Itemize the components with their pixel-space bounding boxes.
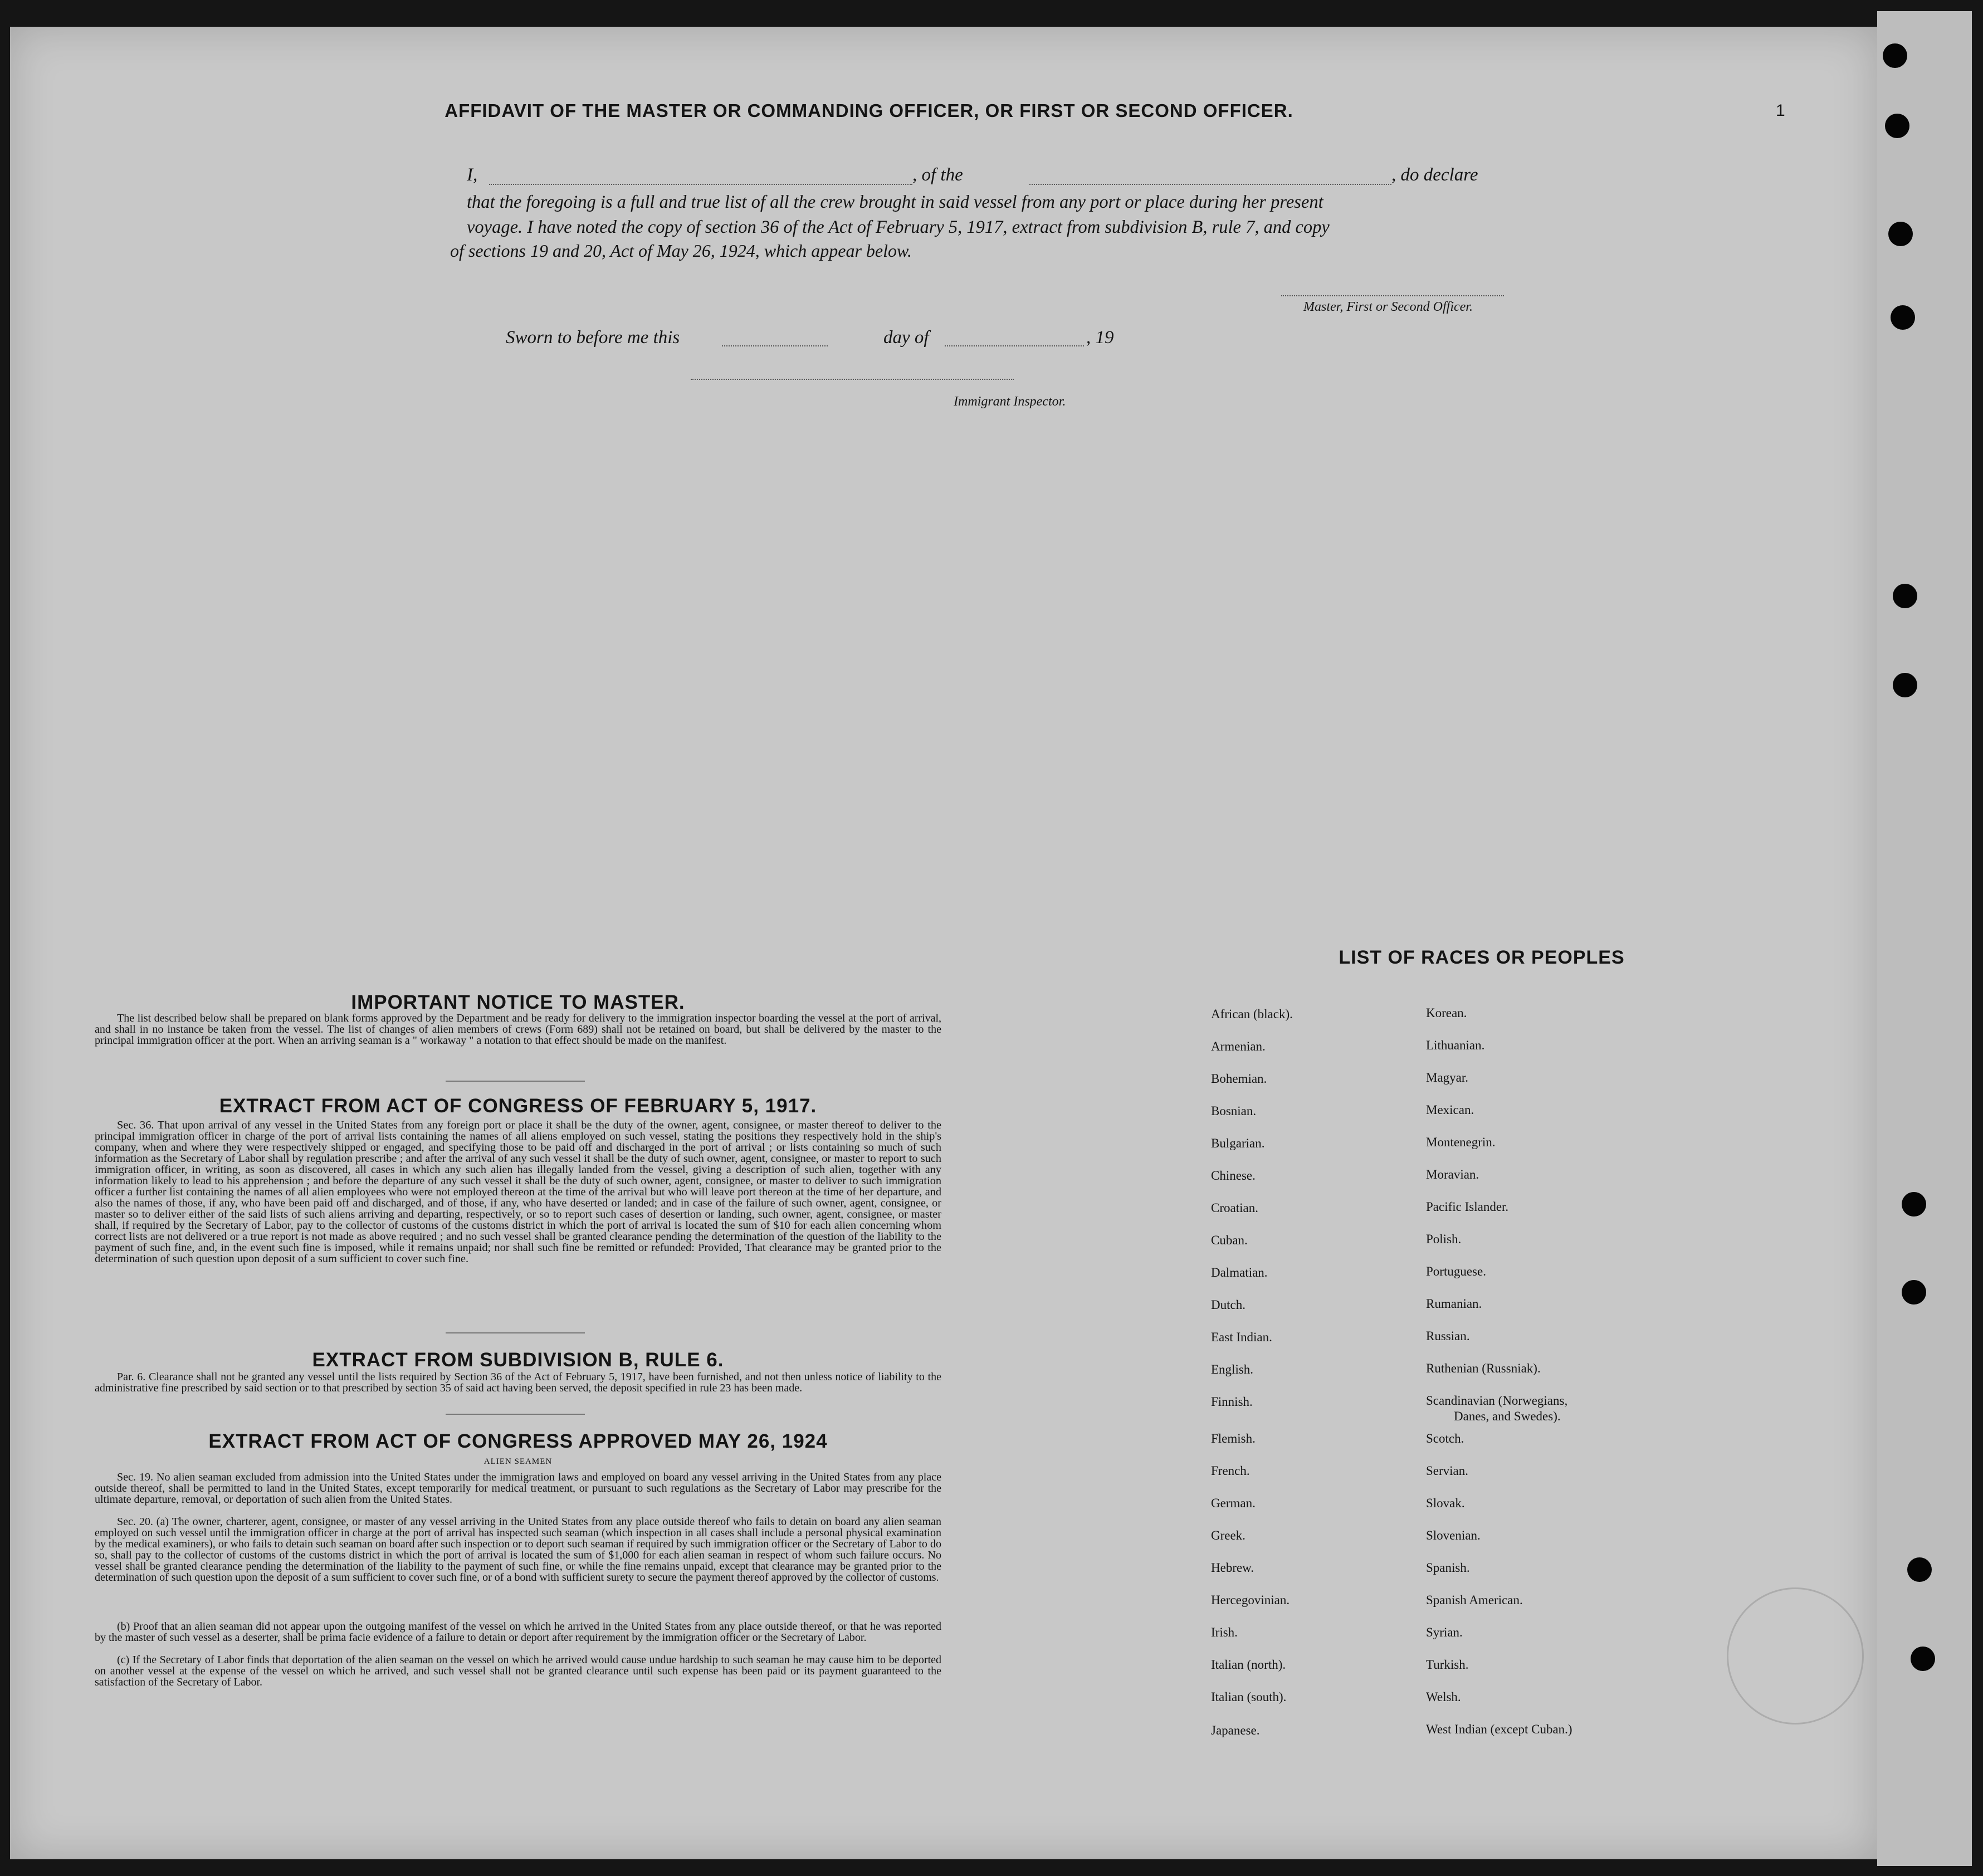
race-item: Croatian. xyxy=(1211,1201,1258,1215)
race-item: Armenian. xyxy=(1211,1039,1266,1053)
vessel-prefix: , of the xyxy=(912,165,963,185)
affidavit-line-1 xyxy=(467,165,1547,187)
race-item: Dutch. xyxy=(1211,1298,1246,1312)
race-item: Spanish American. xyxy=(1426,1593,1523,1607)
race-item: Bohemian. xyxy=(1211,1072,1267,1086)
declarant-name-field[interactable] xyxy=(489,184,912,185)
sec19-text: Sec. 19. No alien seaman excluded from admission into the United States under the immigration laws and employed on board any vessel arriving in the United States from any place outside thereof, shall be permitted to land in the United States, except temporarily for medical treatment, or pursuant to such regulations as the Secretary of Labor may prescribe for the ultimate departure, removal, or deportation of such alien from the United States. xyxy=(95,1471,941,1506)
vessel-name-field[interactable] xyxy=(1029,184,1391,185)
race-item: Cuban. xyxy=(1211,1233,1248,1247)
race-item: Irish. xyxy=(1211,1625,1238,1639)
race-item: Flemish. xyxy=(1211,1432,1256,1445)
master-signature-line[interactable] xyxy=(1281,295,1504,296)
race-item: Russian. xyxy=(1426,1329,1470,1343)
sec20a-text: Sec. 20. (a) The owner, charterer, agent, consignee, or master of any vessel arriving in the United States from any place outside thereof who fails to detain on board any alien seaman employed on such vessel until the immigration officer in charge at the port of arrival has inspected such seaman (which inspection in all cases shall include a personal physical examination by the medical examiners), or who fails to detain such seaman on board after such inspection or to deport such seaman if required by such immigration officer or the Secretary of Labor to do so, shall pay to the collector of customs of the customs district in which the port of arrival is located the sum of $1,000 for each alien seaman in respect of whom such failure occurs. No vessel shall be granted clearance pending the determination of the liability to the payment of such fine, or while the fine remains unpaid, except that clearance may be granted prior to the determination of such question upon the deposit of a sum sufficient to cover such fine, or of a bond with sufficient surety to secure the payment thereof approved by the collector of customs. xyxy=(95,1516,941,1584)
page-number: 1 xyxy=(1776,101,1785,120)
punch-hole xyxy=(1907,1557,1932,1582)
inspector-signature-line[interactable] xyxy=(691,379,1014,380)
master-signature-label: Master, First or Second Officer. xyxy=(1303,300,1473,314)
race-item: Servian. xyxy=(1426,1464,1469,1478)
race-item: Turkish. xyxy=(1426,1658,1469,1672)
races-title: LIST OF RACES OR PEOPLES xyxy=(1339,947,1625,968)
extract-subdivision-text: Par. 6. Clearance shall not be granted any vessel until the lists required by Section 36 of the Act of February 5, 1917, have been furnished, and not then unless notice of liability to the administrative fine prescribed by said section or to that prescribed by section 35 of said act having been served, the deposit specified in rule 23 has been made. xyxy=(95,1371,941,1394)
sec20b-text: (b) Proof that an alien seaman did not appear upon the outgoing manifest of the vessel on which he arrived in the United States from any place outside thereof, or that he was reported by the master of such vessel as a deserter, shall be prima facie evidence of a failure to detain or deport after requirement by the immigration officer or the Secretary of Labor. xyxy=(95,1620,941,1644)
punch-hole xyxy=(1885,114,1909,138)
inspector-label: Immigrant Inspector. xyxy=(954,394,1066,409)
race-item: Korean. xyxy=(1426,1006,1467,1020)
punch-hole xyxy=(1888,222,1913,246)
affidavit-line-4: of sections 19 and 20, Act of May 26, 1924, which appear below. xyxy=(450,241,912,261)
extract-1917-title: EXTRACT FROM ACT OF CONGRESS OF FEBRUARY 5, 1917. xyxy=(219,1095,817,1117)
divider xyxy=(446,1414,585,1415)
extract-1924-title: EXTRACT FROM ACT OF CONGRESS APPROVED MAY 26, 1924 xyxy=(208,1430,828,1452)
notice-text: The list described below shall be prepared on blank forms approved by the Department and be ready for delivery to the immigration inspector boarding the vessel at the port of arrival, and shall in no instance be taken from the vessel. The list of changes of alien members of crews (Form 689) shall not be retained on board, but shall be delivered by the master to the principal immigration officer at the port. When an arriving seaman is a " workaway " a notation to that effect should be made on the manifest. xyxy=(95,1012,941,1047)
punch-hole xyxy=(1902,1280,1926,1305)
race-item: Hebrew. xyxy=(1211,1561,1254,1575)
race-item: Bulgarian. xyxy=(1211,1136,1265,1150)
race-item: Ruthenian (Russniak). xyxy=(1426,1361,1541,1375)
race-item: Magyar. xyxy=(1426,1071,1469,1084)
punch-hole xyxy=(1893,673,1917,697)
punch-hole xyxy=(1911,1647,1935,1671)
race-item: Polish. xyxy=(1426,1232,1462,1246)
sworn-month-field[interactable] xyxy=(945,345,1084,346)
race-item: Portuguese. xyxy=(1426,1264,1486,1278)
document-sheet xyxy=(10,27,1877,1859)
race-item: Dalmatian. xyxy=(1211,1266,1268,1279)
sworn-prefix: Sworn to before me this xyxy=(506,328,680,348)
race-item: Bosnian. xyxy=(1211,1104,1257,1118)
race-item: Rumanian. xyxy=(1426,1297,1482,1311)
sworn-line xyxy=(506,328,1174,350)
race-item: Chinese. xyxy=(1211,1169,1256,1183)
sworn-year-label: , 19 xyxy=(1086,328,1114,348)
extract-subdivision-title: EXTRACT FROM SUBDIVISION B, RULE 6. xyxy=(312,1349,724,1371)
race-item: Hercegovinian. xyxy=(1211,1593,1290,1607)
race-item: Scandinavian (Norwegians, xyxy=(1426,1394,1568,1408)
race-item: Slovak. xyxy=(1426,1496,1465,1510)
affidavit-line-2: that the foregoing is a full and true list of all the crew brought in said vessel from any port or place during her present xyxy=(467,192,1323,212)
race-item: Greek. xyxy=(1211,1528,1246,1542)
punch-hole xyxy=(1902,1192,1926,1217)
race-item: Mexican. xyxy=(1426,1103,1474,1117)
race-item: African (black). xyxy=(1211,1007,1293,1021)
divider xyxy=(446,1081,585,1082)
declarant-prefix: I, xyxy=(467,165,478,185)
faint-stamp xyxy=(1727,1587,1864,1724)
declare-suffix: , do declare xyxy=(1391,165,1478,185)
race-item: Moravian. xyxy=(1426,1167,1479,1181)
race-item: Italian (south). xyxy=(1211,1690,1287,1704)
affidavit-line-3: voyage. I have noted the copy of section 36 of the Act of February 5, 1917, extract from subdivision B, rule 7, and copy xyxy=(467,217,1330,237)
race-item: Syrian. xyxy=(1426,1625,1463,1639)
punch-hole xyxy=(1883,43,1907,68)
race-item: Japanese. xyxy=(1211,1723,1260,1737)
scan-edge xyxy=(1877,11,1972,1866)
race-item: Spanish. xyxy=(1426,1561,1470,1575)
sworn-date-field[interactable] xyxy=(722,345,828,346)
race-item: German. xyxy=(1211,1496,1256,1510)
punch-hole xyxy=(1891,305,1915,330)
affidavit-title: AFFIDAVIT OF THE MASTER OR COMMANDING OFFICER, OR FIRST OR SECOND OFFICER. xyxy=(445,100,1293,121)
sec20c-text: (c) If the Secretary of Labor finds that deportation of the alien seaman on the vessel on which he arrived would cause undue hardship to such seaman he may cause him to be deported on another vessel at the expense of the vessel on which he arrived, and such vessel shall not be granted clearance until such expense has been paid or its payment guaranteed to the satisfaction of the Secretary of Labor. xyxy=(95,1654,941,1688)
race-item: Danes, and Swedes). xyxy=(1454,1409,1561,1423)
alien-seamen-subtitle: ALIEN SEAMEN xyxy=(483,1457,553,1466)
notice-title: IMPORTANT NOTICE TO MASTER. xyxy=(351,991,685,1013)
race-item: Pacific Islander. xyxy=(1426,1200,1509,1214)
race-item: Montenegrin. xyxy=(1426,1135,1496,1149)
race-item: Lithuanian. xyxy=(1426,1038,1485,1052)
race-item: Slovenian. xyxy=(1426,1528,1481,1542)
divider xyxy=(446,1332,585,1333)
race-item: English. xyxy=(1211,1362,1254,1376)
race-item: Finnish. xyxy=(1211,1395,1253,1409)
race-item: Italian (north). xyxy=(1211,1658,1286,1672)
race-item: East Indian. xyxy=(1211,1330,1272,1344)
punch-hole xyxy=(1893,584,1917,608)
race-item: West Indian (except Cuban.) xyxy=(1426,1722,1572,1736)
extract-1917-text: Sec. 36. That upon arrival of any vessel in the United States from any foreign port or place it shall be the duty of the owner, agent, consignee, or master thereof to deliver to the principal immigration officer in charge of the port of arrival lists containing the names of all aliens employed on such vessel, stating the positions they respectively hold in the ship's company, when and where they were respectively shipped or engaged, and specifying those to be paid off and discharged in the port of arrival ; or lists containing so much of such information as the Secretary of Labor shall by regulation prescribe ; and after the arrival of any such vessel it shall be the duty of such owner, agent, consignee, or master to report to such immigration officer, in writing, as soon as discovered, all cases in which any such alien has illegally landed from the vessel, giving a description of such alien, together with any information likely to lead to his apprehension ; and before the departure of any such vessel it shall be the duty of such owner, agent, consignee, or master to deliver to such immigration officer a further list containing the names of all alien employees who were not employed thereon at the time of the arrival but who will leave port thereon at the time of her departure, and also the names of those, if any, who have been paid off and discharged, and of those, if any, who have deserted or landed; and in case of the failure of such owner, agent, consignee, or master so to deliver either of the said lists of such aliens arriving and departing, respectively, or so to report such cases of desertion or landing, such owner, agent, consignee, or master shall, if required by the Secretary of Labor, pay to the collector of customs of the customs district in which the port of arrival is located the sum of $10 for each alien concerning whom correct lists are not delivered or a true report is not made as above required ; and no such vessel shall be granted clearance pending the determination of the question of the liability to the payment of such fine, and, in the event such fine is imposed, while it remains unpaid; nor shall such fine be remitted or refunded: Provided, That clearance may be granted prior to the determination of such question upon deposit of a sum sufficient to cover such fine. xyxy=(95,1119,941,1265)
race-item: Welsh. xyxy=(1426,1690,1461,1704)
race-item: French. xyxy=(1211,1464,1250,1478)
sworn-day-label: day of xyxy=(883,328,929,348)
race-item: Scotch. xyxy=(1426,1432,1464,1445)
